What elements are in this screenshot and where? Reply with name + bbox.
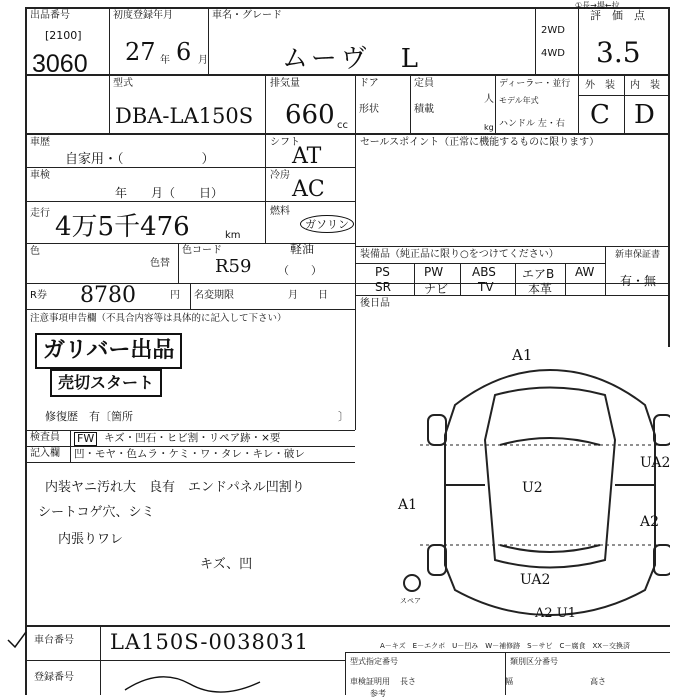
signature: [120, 662, 270, 697]
stamp-sub: 売切スタート: [50, 369, 162, 397]
fuel-label: 燃料: [270, 206, 290, 217]
exterior-label: 外 装: [585, 80, 615, 91]
sales-point-label: セールスポイント（正常に機能するものに限ります）: [360, 137, 600, 148]
year-unit: 年: [160, 55, 170, 66]
vline-2wd: [535, 7, 536, 75]
mark-front: A1: [512, 346, 533, 364]
month-unit: 月: [198, 55, 208, 66]
vline-ext: [624, 74, 625, 134]
repair-end: 〕: [338, 410, 349, 423]
hline-12: [25, 446, 355, 447]
type-label: 型式: [113, 78, 133, 89]
rear-window-line: [500, 545, 600, 552]
inspector-label: 検査員: [30, 432, 60, 443]
after-label: 後日品: [360, 298, 390, 309]
windshield-line: [500, 438, 600, 445]
note-4: キズ、凹: [200, 557, 253, 572]
equipment-label: 装備品（純正品に限り○をつけてください）: [360, 249, 559, 260]
capacity-label: 定員: [414, 78, 434, 89]
wheel-rear-left: [428, 545, 446, 575]
equip-aw: AW: [575, 265, 595, 279]
chassis-value: LA150S-0038031: [110, 630, 309, 654]
equip-pw: PW: [424, 265, 444, 279]
fuel-paren: （ ）: [278, 264, 322, 277]
hline-grade-sub: [578, 95, 670, 96]
width-label: 幅: [505, 677, 513, 686]
name-change-label: 名変期限: [194, 290, 234, 301]
hline-8: [355, 246, 670, 247]
repair-label: 修復歴 有〔箇所: [45, 410, 133, 423]
history-value: 自家用・（ ）: [65, 152, 215, 167]
warranty-label: 新車保証書: [615, 250, 661, 260]
vline-footer: [100, 625, 101, 695]
hline-13: [25, 462, 355, 463]
vline-eq1: [414, 263, 415, 295]
drive-4wd: 4WD: [541, 48, 565, 59]
person-unit: 人: [484, 94, 494, 105]
fuel-light-oil: 軽油: [290, 242, 315, 256]
mileage-label: 走行: [30, 208, 50, 219]
shift-value: AT: [292, 144, 322, 169]
model-year-label: モデル年式: [499, 96, 539, 105]
first-reg-month: 6: [176, 38, 192, 66]
hline-10: [355, 295, 670, 296]
hline-7: [25, 309, 355, 310]
repaint-label: 色替: [150, 258, 170, 269]
inspection-value: 年 月（ 日）: [115, 186, 224, 200]
hline-14: [25, 625, 670, 627]
vline-eq4: [565, 263, 566, 295]
equip-tv: TV: [478, 280, 494, 294]
shape-label: 形状: [359, 104, 379, 115]
check-mark-icon: [5, 630, 29, 650]
type-value: DBA-LA150S: [115, 104, 254, 128]
class-label: 類別区分番号: [510, 657, 558, 666]
cert-label: 車検証明用: [350, 677, 390, 686]
r-ticket-value: 8780: [80, 283, 136, 308]
hline-9: [355, 263, 605, 264]
wheel-front-right: [654, 415, 670, 445]
r-ticket-label: R券: [30, 290, 47, 301]
exterior-value: C: [590, 100, 610, 130]
interior-label: 内 装: [630, 80, 660, 91]
name-change-value: 月 日: [288, 290, 328, 301]
shift-label: シフト: [270, 137, 300, 148]
history-label: 車歴: [30, 137, 50, 148]
vline-eq3: [515, 263, 516, 295]
vline-lot: [109, 7, 110, 134]
inspector-items: キズ・凹石・ヒビ割・リペア跡・×要: [104, 432, 281, 444]
vline-cap: [410, 74, 411, 134]
drive-2wd: 2WD: [541, 25, 565, 36]
vline-footer-mid: [345, 652, 346, 695]
vline-mid: [355, 133, 356, 430]
hline-16: [345, 652, 670, 653]
model-label: 車名・グレード: [212, 10, 282, 21]
inspection-label: 車検: [30, 170, 50, 181]
equip-abs: ABS: [472, 265, 496, 279]
first-reg-label: 初度登録年月: [113, 10, 173, 21]
dealer-label: ディーラー・並行: [499, 79, 571, 89]
cc-unit: cc: [337, 120, 348, 131]
vline-dealer: [495, 74, 496, 134]
color-code-label: 色コード: [182, 245, 222, 256]
ac-value: AC: [292, 177, 325, 202]
model-value: ムーヴ L: [282, 44, 422, 74]
vline-disp: [265, 74, 266, 134]
notice-label: 注意事項申告欄（不具合内容等は具体的に記入して下さい）: [30, 313, 287, 324]
ac-label: 冷房: [270, 170, 290, 181]
corner-note: ①長→場←拉: [575, 1, 620, 10]
spec-label: 型式指定番号: [350, 657, 398, 666]
spare-label: スペア: [400, 597, 421, 605]
spare-wheel: [404, 575, 420, 591]
height-label: 高さ: [590, 677, 606, 686]
frame-left: [25, 7, 27, 695]
mark-rear: UA2: [520, 572, 551, 588]
vline-grade: [578, 7, 579, 134]
color-label: 色: [30, 246, 40, 257]
vline-rticket: [190, 283, 191, 309]
chassis-label: 車台番号: [34, 635, 74, 646]
fw-label: FW: [74, 432, 97, 446]
load-label: 積載: [414, 104, 434, 115]
length-label: 長さ: [400, 677, 416, 686]
equip-ps: PS: [375, 265, 390, 279]
interior-value: D: [634, 100, 655, 130]
ref-label: 参考: [370, 689, 386, 698]
displacement-value: 660: [285, 100, 335, 130]
hline-11: [25, 430, 355, 431]
note-3: 内張りワレ: [58, 532, 124, 547]
grade-value: 3.5: [596, 36, 641, 69]
hline-2: [25, 133, 670, 135]
mark-right-lower: A2: [640, 514, 660, 530]
color-code-value: R59: [215, 256, 252, 277]
yen-unit: 円: [170, 290, 180, 301]
vline-door: [355, 74, 356, 134]
mileage-value: 4万5千476: [55, 212, 190, 242]
km-unit: km: [225, 230, 241, 241]
equip-leather: 本革: [528, 282, 553, 296]
vline-eq2: [460, 263, 461, 295]
hline-15: [25, 660, 345, 661]
grade-label: 評 価 点: [590, 9, 645, 22]
entry-label: 記入欄: [30, 448, 60, 459]
wheel-front-left: [428, 415, 446, 445]
frame-top: [25, 7, 670, 9]
lot-number-label: 出品番号: [30, 10, 70, 21]
vline-equip: [605, 246, 606, 295]
displacement-label: 排気量: [270, 78, 300, 89]
equip-airbag: エアB: [522, 267, 555, 281]
wheel-rear-right: [654, 545, 670, 575]
vline-footer-mid2: [505, 652, 506, 695]
vline-insp: [70, 430, 71, 462]
entry-items: 凹・モヤ・色ムラ・ケミ・ワ・タレ・キレ・破レ: [74, 448, 305, 460]
handle-label: ハンドル 左・右: [499, 119, 565, 129]
mark-right-upper: UA2: [640, 455, 671, 471]
kg-unit: kg: [484, 123, 494, 132]
fuel-gasoline: ガソリン: [300, 215, 354, 233]
mark-rear-bottom: A2 U1: [535, 606, 577, 621]
car-cabin-outline: [485, 388, 615, 568]
lot-number: 3060: [32, 50, 88, 78]
first-reg-year: 27: [125, 38, 156, 66]
door-label: ドア: [359, 78, 379, 89]
frame-right: [668, 7, 670, 347]
warranty-value: 有・無: [620, 274, 657, 288]
mark-roof: U2: [522, 480, 543, 496]
vline-color: [178, 243, 179, 283]
vline-shift: [265, 133, 266, 243]
legend: A－キズ E－エクボ U－凹み W－補修跡 S－サビ C－腐食 XX－交換済: [380, 642, 631, 650]
reg-label: 登録番号: [34, 672, 74, 683]
vline-reg: [208, 7, 209, 75]
equip-navi: ナビ: [424, 282, 449, 296]
note-1: 内装ヤニ汚れ大 良有 エンドパネル凹割り: [45, 480, 305, 495]
stamp-main: ガリバー出品: [35, 333, 182, 369]
note-2: シートコゲ穴、シミ: [38, 505, 155, 520]
lot-code: [2100]: [45, 29, 82, 42]
equip-sr: SR: [375, 280, 391, 294]
mark-left: A1: [398, 497, 418, 513]
